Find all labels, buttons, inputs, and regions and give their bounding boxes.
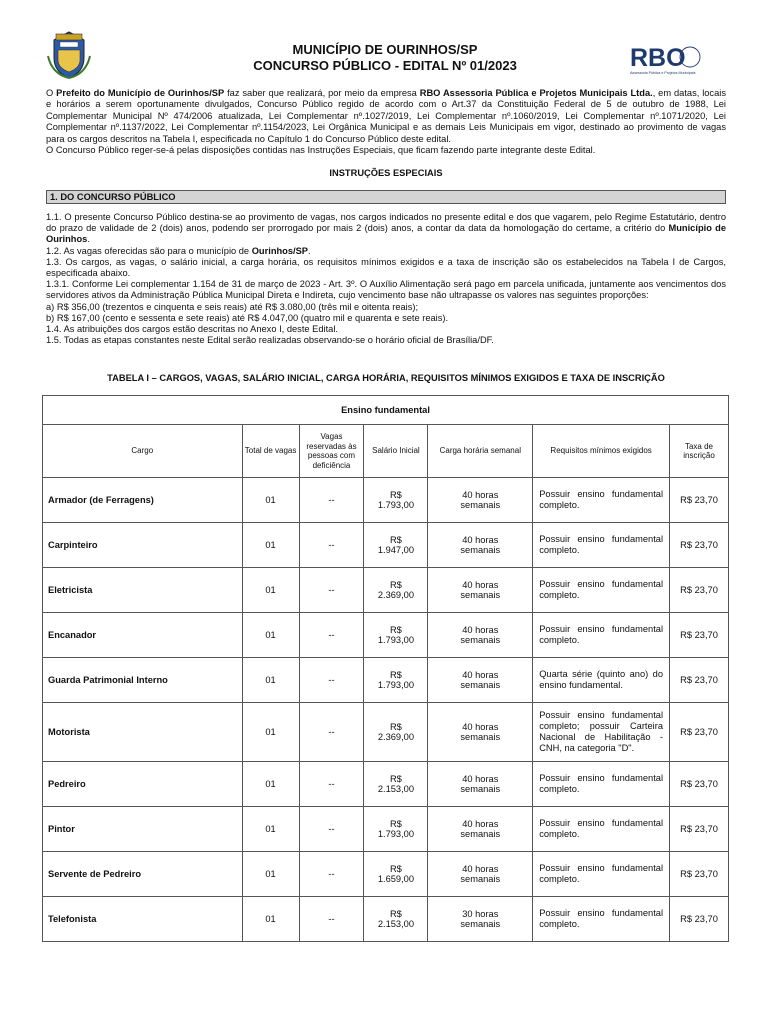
cell-carga: 40 horas semanais: [428, 762, 533, 807]
cell-cargo: Telefonista: [43, 897, 243, 942]
cell-carga: 40 horas semanais: [428, 478, 533, 523]
table-band: Ensino fundamental: [43, 396, 729, 425]
cell-salario: R$ 1.659,00: [364, 852, 428, 897]
header-vagas-pcd: Vagas reservadas às pessoas com deficiência: [299, 425, 364, 478]
cell-pcd: --: [299, 658, 364, 703]
cell-cargo: Pintor: [43, 807, 243, 852]
cell-vagas: 01: [242, 762, 299, 807]
cell-vagas: 01: [242, 658, 299, 703]
cell-cargo: Pedreiro: [43, 762, 243, 807]
cell-requisitos: Possuir ensino fundamental completo.: [533, 807, 670, 852]
cell-salario: R$ 1.793,00: [364, 613, 428, 658]
cell-taxa: R$ 23,70: [670, 897, 729, 942]
cell-vagas: 01: [242, 478, 299, 523]
cell-carga: 40 horas semanais: [428, 658, 533, 703]
instructions-heading: INSTRUÇÕES ESPECIAIS: [329, 168, 443, 178]
rbo-logo: [626, 40, 706, 76]
rbo-logo-subtext: Assessoria Pública e Projetos Municipais: [630, 71, 696, 75]
cargos-table: [42, 395, 729, 942]
cell-salario: R$ 2.369,00: [364, 703, 428, 762]
table-row: [43, 478, 729, 523]
item-a: a) R$ 356,00 (trezentos e cinquenta e seis reais) até R$ 3.080,00 (três mil e oitenta reais);: [46, 301, 419, 312]
table-header-row: [43, 425, 729, 478]
cell-vagas: 01: [242, 852, 299, 897]
cell-pcd: --: [299, 762, 364, 807]
cell-vagas: 01: [242, 897, 299, 942]
table-row: [43, 613, 729, 658]
cell-vagas: 01: [242, 613, 299, 658]
cell-salario: R$ 2.153,00: [364, 897, 428, 942]
cell-requisitos: Quarta série (quinto ano) do ensino fundamental.: [533, 658, 670, 703]
cell-carga: 40 horas semanais: [428, 807, 533, 852]
item-1-1: 1.1. O presente Concurso Público destina-se ao provimento de vagas, nos cargos indicados no presente edital e dos que vagarem, pelo Regime Estatutário, dentro do prazo de validade de 2 (dois) anos, podendo ser prorrogado por mais 2 (dois) anos, a contar da data da homologação do certame, a critério do Município de Ourinhos.: [46, 212, 726, 245]
table-row: [43, 762, 729, 807]
cell-pcd: --: [299, 807, 364, 852]
document-subtitle: CONCURSO PÚBLICO - EDITAL Nº 01/2023: [253, 58, 517, 73]
cell-cargo: Motorista: [43, 703, 243, 762]
header-salario: Salário Inicial: [364, 425, 428, 478]
document-title: MUNICÍPIO DE OURINHOS/SP: [292, 42, 478, 57]
cell-cargo: Servente de Pedreiro: [43, 852, 243, 897]
cell-cargo: Eletricista: [43, 568, 243, 613]
cell-salario: R$ 1.947,00: [364, 523, 428, 568]
cell-vagas: 01: [242, 568, 299, 613]
cell-salario: R$ 2.153,00: [364, 762, 428, 807]
item-1-5: 1.5. Todas as etapas constantes neste Edital serão realizadas observando-se o horário oficial de Brasília/DF.: [46, 335, 494, 346]
table-row: [43, 807, 729, 852]
cell-cargo: Armador (de Ferragens): [43, 478, 243, 523]
header-taxa: Taxa de inscrição: [670, 425, 729, 478]
cell-taxa: R$ 23,70: [670, 703, 729, 762]
cell-requisitos: Possuir ensino fundamental completo.: [533, 523, 670, 568]
cell-vagas: 01: [242, 703, 299, 762]
cell-carga: 40 horas semanais: [428, 523, 533, 568]
cell-taxa: R$ 23,70: [670, 658, 729, 703]
cell-pcd: --: [299, 523, 364, 568]
cell-pcd: --: [299, 613, 364, 658]
cell-requisitos: Possuir ensino fundamental completo.: [533, 762, 670, 807]
header-requisitos: Requisitos mínimos exigidos: [533, 425, 670, 478]
rbo-logo-text: RBO: [630, 44, 686, 72]
cell-pcd: --: [299, 478, 364, 523]
intro-paragraph: O Prefeito do Município de Ourinhos/SP faz saber que realizará, por meio da empresa RBO Assessoria Pública e Projetos Municipais Ltda., em datas, locais e horários a serem oportunamente divulgados, Concurso Público regido de acordo com o Art.37 da Constituição Federal de 5 de outubro de 1988, Lei Complementar Municipal Nº 474/2006 atualizada, Lei Complementar nº.1027/2019, Lei Complementar nº.1060/2019, Lei Complementar nº.1071/2020, Lei Complementar nº.1137/2022, Lei Complementar nº.1154/2023, Lei Orgânica Municipal e as demais Leis Municipais em vigor, destinado ao provimento de vagas para os cargos descritos na Tabela I, especificada no Capítulo 1 do Concurso Público deste edital.: [46, 88, 726, 144]
cell-taxa: R$ 23,70: [670, 478, 729, 523]
cell-taxa: R$ 23,70: [670, 568, 729, 613]
cell-requisitos: Possuir ensino fundamental completo.: [533, 852, 670, 897]
table-row: [43, 703, 729, 762]
cell-taxa: R$ 23,70: [670, 807, 729, 852]
cell-carga: 40 horas semanais: [428, 852, 533, 897]
cell-cargo: Guarda Patrimonial Interno: [43, 658, 243, 703]
item-1-3: 1.3. Os cargos, as vagas, o salário inicial, a carga horária, os requisitos mínimos exigidos e a taxa de inscrição são os estabelecidos na Tabela I de Cargos, especificada abaixo.: [46, 256, 726, 279]
cell-taxa: R$ 23,70: [670, 613, 729, 658]
item-1-3-1: 1.3.1. Conforme Lei complementar 1.154 de 31 de março de 2023 - Art. 3º. O Auxílio Alimentação será pago em parcela unificada, juntamente aos vencimentos dos servidores ativos da Administração Pública Municipal Direta e Indireta, cujo vencimento base não ultrapasse os valores nas seguintes proporções:: [46, 279, 726, 301]
header-total-vagas: Total de vagas: [242, 425, 299, 478]
header-cargo: Cargo: [43, 425, 243, 478]
cell-requisitos: Possuir ensino fundamental completo.: [533, 478, 670, 523]
table-row: [43, 523, 729, 568]
table-row: [43, 658, 729, 703]
cell-salario: R$ 2.369,00: [364, 568, 428, 613]
table-title: TABELA I – CARGOS, VAGAS, SALÁRIO INICIAL, CARGA HORÁRIA, REQUISITOS MÍNIMOS EXIGIDOS E TAXA DE INSCRIÇÃO: [107, 373, 665, 383]
cell-pcd: --: [299, 568, 364, 613]
cell-carga: 40 horas semanais: [428, 703, 533, 762]
item-b: b) R$ 167,00 (cento e sessenta e sete reais) até R$ 4.047,00 (quatro mil e quarenta e sete reais).: [46, 312, 449, 323]
cell-carga: 40 horas semanais: [428, 613, 533, 658]
table-row: [43, 568, 729, 613]
section-body: [46, 212, 726, 346]
cell-vagas: 01: [242, 523, 299, 568]
cell-pcd: --: [299, 703, 364, 762]
municipal-crest-icon: [46, 30, 92, 80]
cell-requisitos: Possuir ensino fundamental completo.: [533, 568, 670, 613]
cell-requisitos: Possuir ensino fundamental completo.: [533, 897, 670, 942]
intro-paragraph-2: O Concurso Público reger-se-á pelas disposições contidas nas Instruções Especiais, que ficam fazendo parte integrante deste Edital.: [46, 145, 596, 156]
intro-text: [46, 88, 726, 156]
cell-cargo: Encanador: [43, 613, 243, 658]
item-1-4: 1.4. As atribuições dos cargos estão descritas no Anexo I, deste Edital.: [46, 324, 338, 335]
cell-pcd: --: [299, 897, 364, 942]
cell-requisitos: Possuir ensino fundamental completo; possuir Carteira Nacional de Habilitação - CNH, na categoria "D".: [533, 703, 670, 762]
cell-carga: 30 horas semanais: [428, 897, 533, 942]
cell-salario: R$ 1.793,00: [364, 807, 428, 852]
cell-pcd: --: [299, 852, 364, 897]
table-row: [43, 897, 729, 942]
cell-taxa: R$ 23,70: [670, 852, 729, 897]
header-carga-horaria: Carga horária semanal: [428, 425, 533, 478]
cell-carga: 40 horas semanais: [428, 568, 533, 613]
cell-taxa: R$ 23,70: [670, 523, 729, 568]
cell-vagas: 01: [242, 807, 299, 852]
table-row: [43, 852, 729, 897]
section-heading: 1. DO CONCURSO PÚBLICO: [46, 190, 726, 204]
cell-taxa: R$ 23,70: [670, 762, 729, 807]
cell-salario: R$ 1.793,00: [364, 658, 428, 703]
cell-requisitos: Possuir ensino fundamental completo.: [533, 613, 670, 658]
cell-salario: R$ 1.793,00: [364, 478, 428, 523]
cell-cargo: Carpinteiro: [43, 523, 243, 568]
item-1-2: 1.2. As vagas oferecidas são para o município de Ourinhos/SP.: [46, 245, 311, 256]
